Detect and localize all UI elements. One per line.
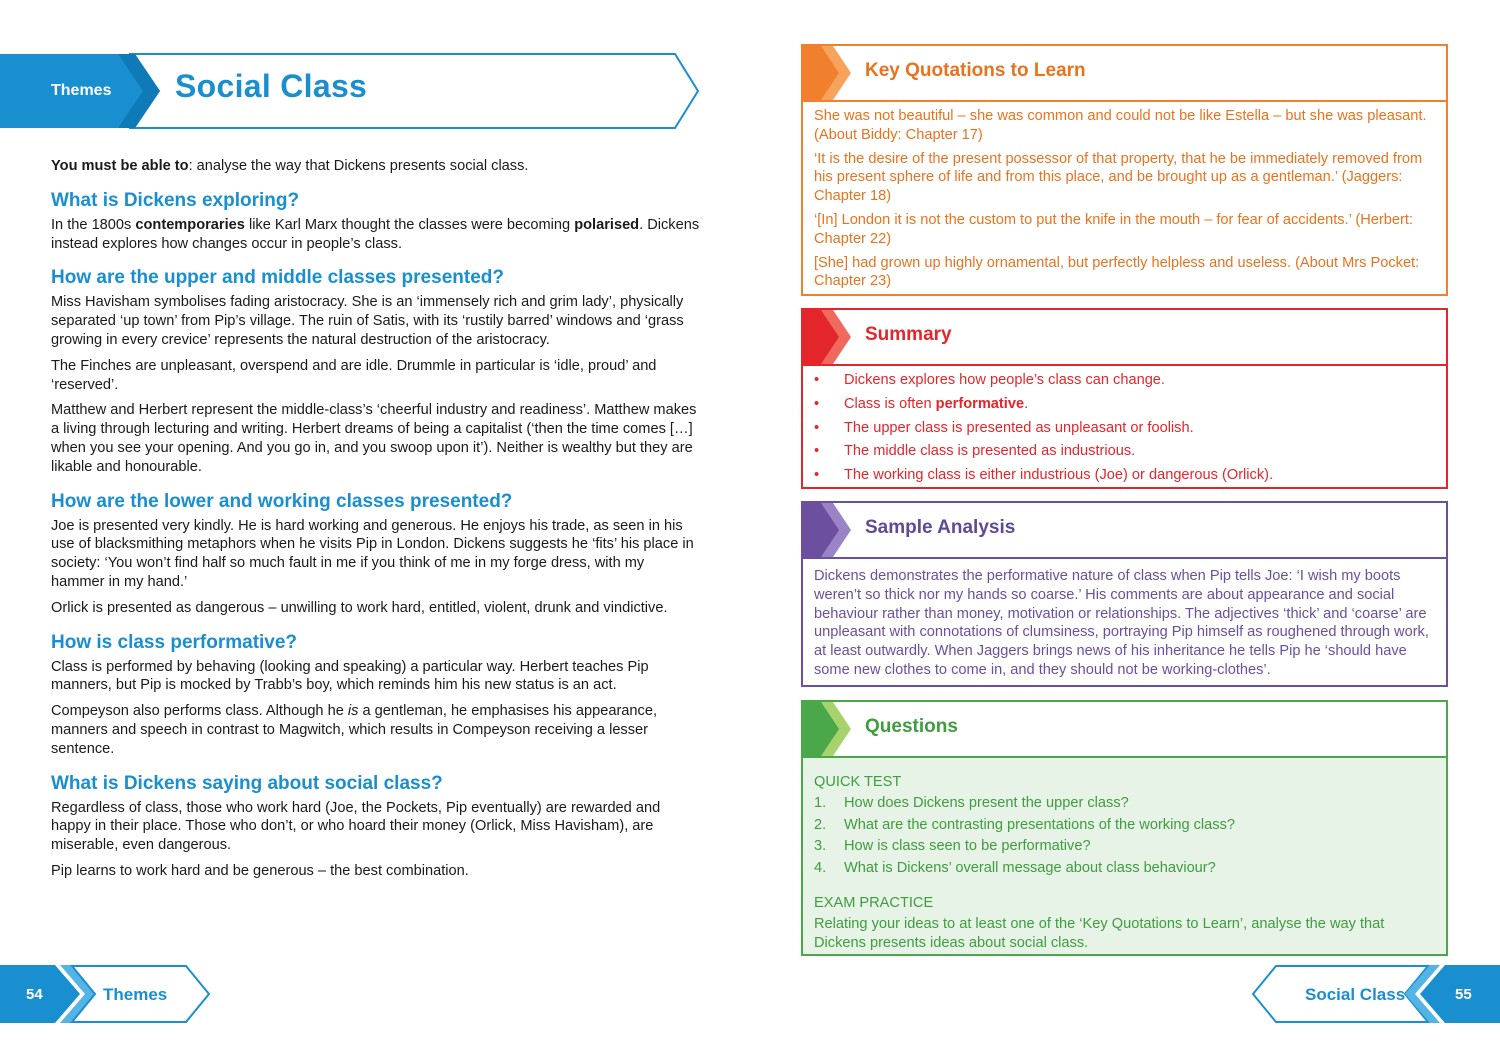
bullet-icon: • <box>814 395 820 412</box>
heading-lower-working: How are the lower and working classes presented? <box>51 490 513 512</box>
page-title: Social Class <box>175 68 368 104</box>
bullet-icon: • <box>814 419 820 436</box>
purple-chevron-icon <box>803 503 853 557</box>
summary-item: • The upper class is presented as unpleasant or foolish. <box>814 419 1194 436</box>
learning-objective <box>51 157 701 176</box>
right-page-number: 55 <box>1455 986 1472 1003</box>
saying-paragraph-1: Regardless of class, those who work hard (Joe, the Pockets, Pip eventually) are rewarded and happy in their place. Those who don’t, or who hoard their money (Orlick, Miss Havisham), are miserable, even dangerous. <box>51 799 661 854</box>
footer-social-class-link[interactable]: Social Class <box>1305 985 1406 1004</box>
quotation-item: ‘[In] London it is not the custom to put the knife in the mouth – for fear of accidents.’ (Herbert: Chapter 22) <box>814 211 1413 247</box>
summary-item: • The working class is either industrious (Joe) or dangerous (Orlick). <box>814 467 1274 484</box>
quick-test-label: QUICK TEST <box>814 774 902 790</box>
questions-title: Questions <box>865 716 958 737</box>
bullet-icon: • <box>814 443 820 460</box>
summary-list <box>803 366 1446 494</box>
quick-test-item: 2. What are the contrasting presentations of the working class? <box>814 816 1235 833</box>
upper-paragraph-3: Matthew and Herbert represent the middle-class’s ‘cheerful industry and readiness’. Matthew makes a living through lecturing and writing. Herbert dreams of being a capitalist (‘then the time comes […] when you see your opening. And you go in, and you swoop upon it’). Neither is wealthy but they are likable and honourable. <box>51 402 697 475</box>
green-chevron-icon <box>803 702 853 756</box>
lower-paragraph-1: Joe is presented very kindly. He is hard working and generous. He enjoys his trade, as seen in his use of blacksmithing metaphors when he visits Pip in London. Dickens suggests he ‘fits’ his place in society: ‘You won’t find half so much fault in me if you think of me in my forge dress, with my hammer in my hand.’ <box>51 517 694 590</box>
questions-box <box>801 700 1448 956</box>
sample-analysis-title: Sample Analysis <box>865 517 1016 538</box>
sample-analysis-box <box>801 501 1448 687</box>
orange-chevron-icon <box>803 46 853 100</box>
lower-paragraph-2: Orlick is presented as dangerous – unwilling to work hard, entitled, violent, drunk and vindictive. <box>51 599 668 616</box>
upper-paragraph-2: The Finches are unpleasant, overspend and are idle. Drummle in particular is ‘idle, proud’ and ‘reserved’. <box>51 357 657 393</box>
heading-performative: How is class performative? <box>51 631 298 653</box>
quick-test-item: 3. How is class seen to be performative? <box>814 838 1091 855</box>
exam-practice-label: EXAM PRACTICE <box>814 894 934 911</box>
quotation-item: She was not beautiful – she was common and could not be like Estella – but she was pleasant. (About Biddy: Chapter 17) <box>814 108 1427 143</box>
summary-title: Summary <box>865 324 952 345</box>
sample-analysis-text: Dickens demonstrates the performative nature of class when Pip tells Joe: ‘I wish my boots weren’t so thick nor my hands so coarse.’ His comments are about appearance and social behaviour rather than money, motivation or relationships. The adjectives ‘thick’ and ‘coarse’ are unpleasant with connotations of clumsiness, portraying Pip himself as roughened through work, at least outwardly. When Jaggers brings news of his inheritance he tells Pip he ‘should have some new clothes to come in, and they should not be working-clothes’. <box>814 568 1429 678</box>
heading-upper-middle: How are the upper and middle classes presented? <box>51 267 504 289</box>
key-quotations-box <box>801 44 1448 296</box>
bullet-icon: • <box>814 467 820 484</box>
objective-lead: You must be able to <box>51 158 189 174</box>
questions-content <box>803 758 1446 956</box>
quick-test-item: 1. How does Dickens present the upper class? <box>814 794 1129 811</box>
key-quotations-title: Key Quotations to Learn <box>865 60 1086 81</box>
summary-item: • The middle class is presented as industrious. <box>814 443 1136 460</box>
left-page-number: 54 <box>26 986 43 1003</box>
heading-saying: What is Dickens saying about social class? <box>51 772 443 794</box>
quotation-item: ‘It is the desire of the present possessor of that property, that he be immediately removed from his present sphere of life and from this place, and be brought up as a gentleman.’ (Jaggers: Chapter 18) <box>814 150 1423 205</box>
summary-item: • Class is often performative. <box>814 395 1029 412</box>
heading-exploring: What is Dickens exploring? <box>51 189 300 211</box>
quotation-item: [She] had grown up highly ornamental, but perfectly helpless and useless. (About Mrs Pocket: Chapter 23) <box>814 254 1420 290</box>
summary-header <box>803 310 1446 366</box>
quick-test-item: 4. What is Dickens’ overall message about class behaviour? <box>814 860 1216 877</box>
red-chevron-icon <box>803 310 853 364</box>
questions-header <box>803 702 1446 758</box>
summary-item: • Dickens explores how people’s class can change. <box>814 372 1165 388</box>
exploring-paragraph: In the 1800s contemporaries like Karl Marx thought the classes were becoming polarised. Dickens instead explores how changes occur in people’s class. <box>51 216 700 252</box>
left-column <box>51 157 701 888</box>
exam-practice-text: Relating your ideas to at least one of the ‘Key Quotations to Learn’, analyse the way that Dickens presents ideas about social class. <box>814 915 1385 951</box>
key-quotations-header <box>803 46 1446 102</box>
upper-paragraph-1: Miss Havisham symbolises fading aristocracy. She is an ‘immensely rich and grim lady’, physically separated ‘up town’ from Pip’s village. The ruin of Satis, with its ‘rustily barred’ windows and ‘grass growing in every crevice’ represents the natural destruction of the aristocracy. <box>51 294 684 348</box>
summary-box <box>801 308 1448 489</box>
performative-paragraph-1: Class is performed by behaving (looking and speaking) a particular way. Herbert teaches Pip manners, but Pip is mocked by Trabb’s boy, which reminds him his new status is an act. <box>51 658 649 694</box>
saying-paragraph-2: Pip learns to work hard and be generous – the best combination. <box>51 862 469 879</box>
performative-paragraph-2: Compeyson also performs class. Although he is a gentleman, he emphasises his appearance, manners and speech in contrast to Magwitch, which results in Compeyson receiving a lesser sentence. <box>51 703 658 757</box>
header-themes-label: Themes <box>51 82 112 99</box>
objective-text: : analyse the way that Dickens presents social class. <box>188 158 529 174</box>
sample-analysis-header <box>803 503 1446 559</box>
key-quotations-list <box>803 102 1446 300</box>
bullet-icon: • <box>814 372 820 388</box>
footer-themes-link[interactable]: Themes <box>103 985 168 1004</box>
